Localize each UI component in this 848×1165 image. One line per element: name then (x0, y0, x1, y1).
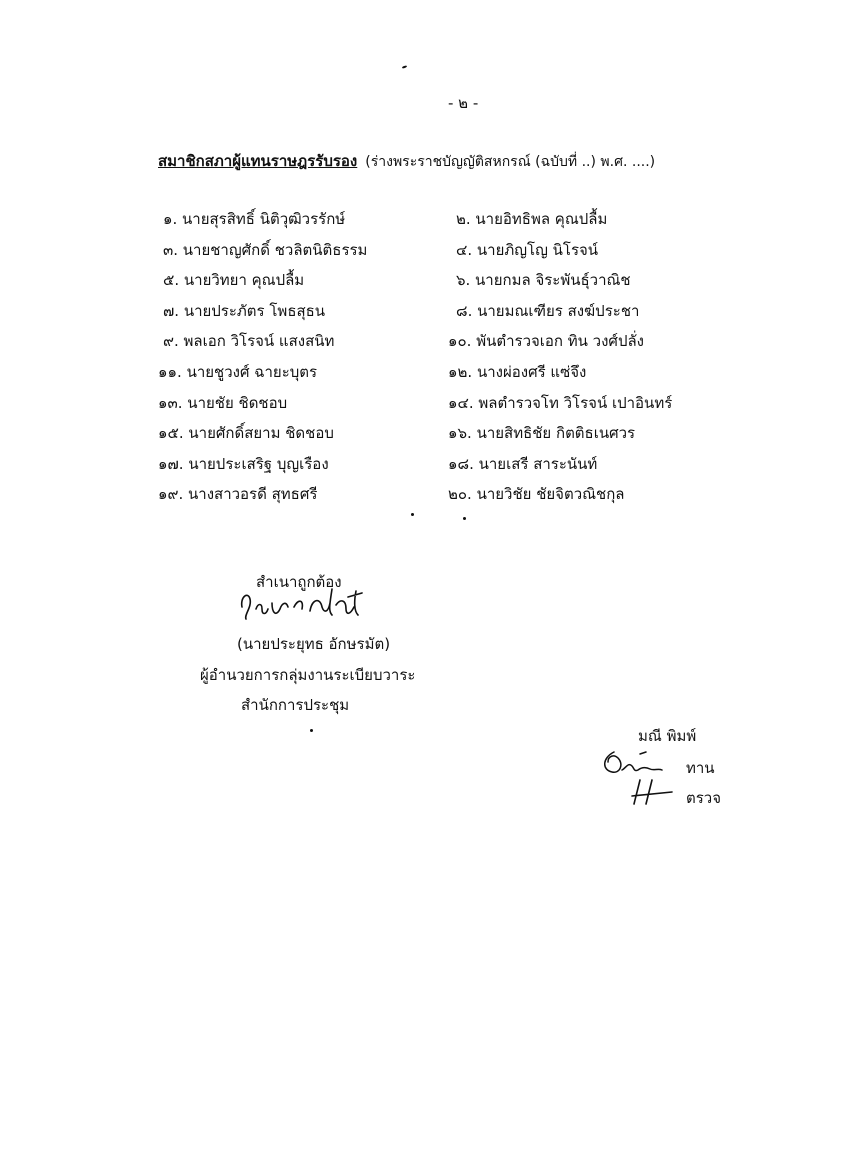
member-11: ๑๑. นายชูวงศ์ ฉายะบุตร (158, 363, 318, 381)
member-10: ๑๐. พันตำรวจเอก ทิน วงศ์ปลั่ง (448, 332, 644, 350)
member-18: ๑๘. นายเสรี สาระนันท์ (448, 455, 598, 473)
member-16: ๑๖. นายสิทธิชัย กิตติธเนศวร (448, 424, 636, 442)
checked-label: ตรวจ (686, 789, 722, 807)
member-9: ๙. พลเอก วิโรจน์ แสงสนิท (163, 332, 335, 350)
typed-by-label: มณี พิมพ์ (638, 727, 697, 745)
member-3: ๓. นายชาญศักดิ์ ชวลิตนิติธรรม (163, 241, 368, 259)
scan-speck (463, 517, 466, 520)
scan-speck (310, 729, 313, 732)
header-title: สมาชิกสภาผู้แทนราษฎรรับรอง (158, 152, 358, 170)
member-7: ๗. นายประภัตร โพธสุธน (163, 302, 326, 320)
member-17: ๑๗. นายประเสริฐ บุญเรือง (158, 455, 329, 473)
member-20: ๒๐. นายวิชัย ชัยจิตวณิชกุล (448, 485, 625, 503)
header-subtitle: (ร่างพระราชบัญญัติสหกรณ์ (ฉบับที่ ..) พ.ศ. ....) (365, 154, 656, 170)
member-2: ๒. นายอิทธิพล คุณปลื้ม (456, 210, 608, 228)
certified-copy-label: สำเนาถูกต้อง (256, 573, 342, 591)
verified-label: ทาน (686, 759, 715, 777)
certifier-name: (นายประยุทธ อักษรมัต) (237, 635, 391, 653)
scan-speck (402, 65, 407, 69)
certifier-office: สำนักการประชุม (241, 696, 350, 714)
member-1: ๑. นายสุรสิทธิ์ นิติวุฒิวรรักษ์ (163, 210, 346, 228)
page-number: - ๒ - (448, 94, 479, 112)
signature-image (236, 585, 376, 625)
member-13: ๑๓. นายชัย ชิดชอบ (158, 394, 288, 412)
member-6: ๖. นายกมล จิระพันธุ์วาณิช (456, 271, 631, 289)
member-4: ๔. นายภิญโญ นิโรจน์ (456, 241, 599, 259)
member-5: ๕. นายวิทยา คุณปลื้ม (163, 271, 305, 289)
document-header (158, 149, 655, 173)
scan-speck (411, 513, 414, 516)
member-15: ๑๕. นายศักดิ์สยาม ชิดชอบ (158, 424, 334, 442)
member-19: ๑๙. นางสาวอรดี สุทธศรี (158, 485, 318, 503)
verifier-initials (600, 748, 676, 778)
checker-initials (630, 778, 676, 808)
member-14: ๑๔. พลตำรวจโท วิโรจน์ เปาอินทร์ (448, 394, 673, 412)
member-12: ๑๒. นางผ่องศรี แซ่จึง (448, 363, 587, 381)
certifier-position: ผู้อำนวยการกลุ่มงานระเบียบวาระ (200, 666, 416, 684)
member-8: ๘. นายมณเฑียร สงฆ์ประชา (456, 302, 640, 320)
